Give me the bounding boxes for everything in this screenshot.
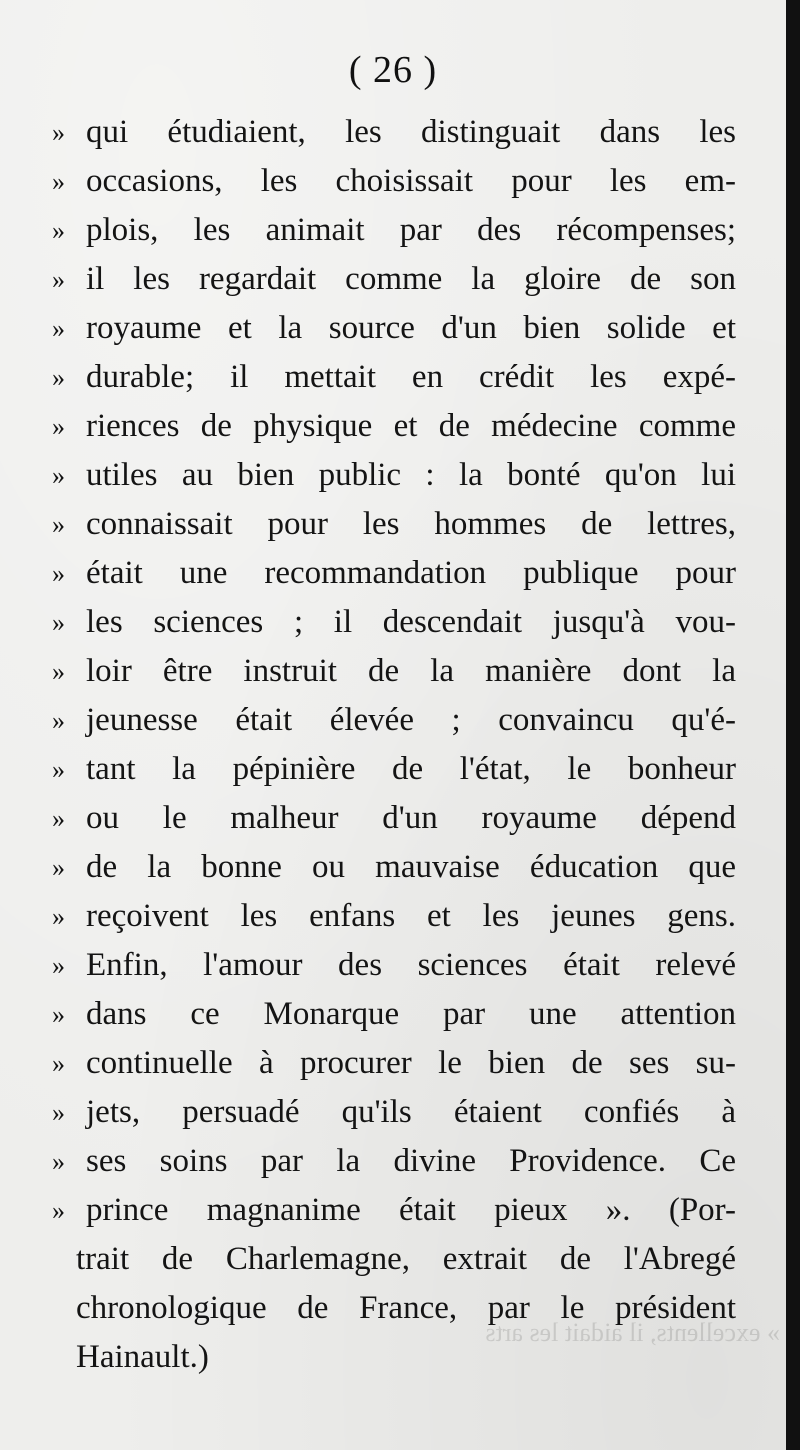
quote-mark: »	[52, 1000, 65, 1029]
quote-mark: »	[52, 657, 65, 686]
text-line: loir être instruit de la manière dont la	[86, 653, 736, 689]
quote-mark: »	[52, 461, 65, 490]
quote-mark: »	[52, 755, 65, 784]
page-number: ( 26 )	[348, 49, 438, 91]
text-line: occasions, les choisissait pour les em-	[86, 163, 736, 199]
quote-mark: »	[52, 510, 65, 539]
quote-mark: »	[52, 902, 65, 931]
text-line: les sciences ; il descendait jusqu'à vou-	[86, 604, 736, 640]
text-line: continuelle à procurer le bien de ses su-	[86, 1045, 736, 1081]
text-line: trait de Charlemagne, extrait de l'Abregé	[76, 1241, 736, 1277]
quote-mark: »	[52, 853, 65, 882]
text-line: de la bonne ou mauvaise éducation que	[86, 849, 736, 885]
text-line: jets, persuadé qu'ils étaient confiés à	[86, 1094, 736, 1130]
text-line: reçoivent les enfans et les jeunes gens.	[86, 898, 736, 934]
text-line: jeunesse était élevée ; convaincu qu'é-	[86, 702, 736, 738]
text-line: dans ce Monarque par une attention	[86, 996, 736, 1032]
quote-mark: »	[52, 559, 65, 588]
quote-mark: »	[52, 1098, 65, 1127]
quote-mark: »	[52, 265, 65, 294]
quote-mark: »	[52, 1196, 65, 1225]
text-line: connaissait pour les hommes de lettres,	[86, 506, 736, 542]
quote-mark: »	[52, 706, 65, 735]
text-line: riences de physique et de médecine comme	[86, 408, 736, 444]
quote-mark: »	[52, 167, 65, 196]
text-line: prince magnanime était pieux ». (Por-	[86, 1192, 736, 1228]
quote-mark: »	[52, 314, 65, 343]
text-line: il les regardait comme la gloire de son	[86, 261, 736, 297]
text-line: utiles au bien public : la bonté qu'on lui	[86, 457, 736, 493]
text-line: ses soins par la divine Providence. Ce	[86, 1143, 736, 1179]
text-line: chronologique de France, par le président	[76, 1290, 736, 1326]
text-line: royaume et la source d'un bien solide et	[86, 310, 736, 346]
quote-mark: »	[52, 1049, 65, 1078]
quote-mark: »	[52, 412, 65, 441]
quote-mark: »	[52, 118, 65, 147]
show-through-text: » excellents, il aidait les arts	[485, 1318, 780, 1347]
text-line: Enfin, l'amour des sciences était relevé	[86, 947, 736, 983]
quote-mark: »	[52, 216, 65, 245]
text-line: ou le malheur d'un royaume dépend	[86, 800, 736, 836]
text-line: plois, les animait par des récompenses;	[86, 212, 736, 248]
quote-mark: »	[52, 608, 65, 637]
page-edge-shadow	[786, 0, 800, 1450]
quote-mark: »	[52, 1147, 65, 1176]
quote-mark: »	[52, 804, 65, 833]
text-line: tant la pépinière de l'état, le bonheur	[86, 751, 736, 787]
text-line: durable; il mettait en crédit les expé-	[86, 359, 736, 395]
text-line: était une recommandation publique pour	[86, 555, 736, 591]
quote-mark: »	[52, 363, 65, 392]
quote-mark: »	[52, 951, 65, 980]
text-line: Hainault.)	[76, 1339, 209, 1375]
text-line: qui étudiaient, les distinguait dans les	[86, 114, 736, 150]
